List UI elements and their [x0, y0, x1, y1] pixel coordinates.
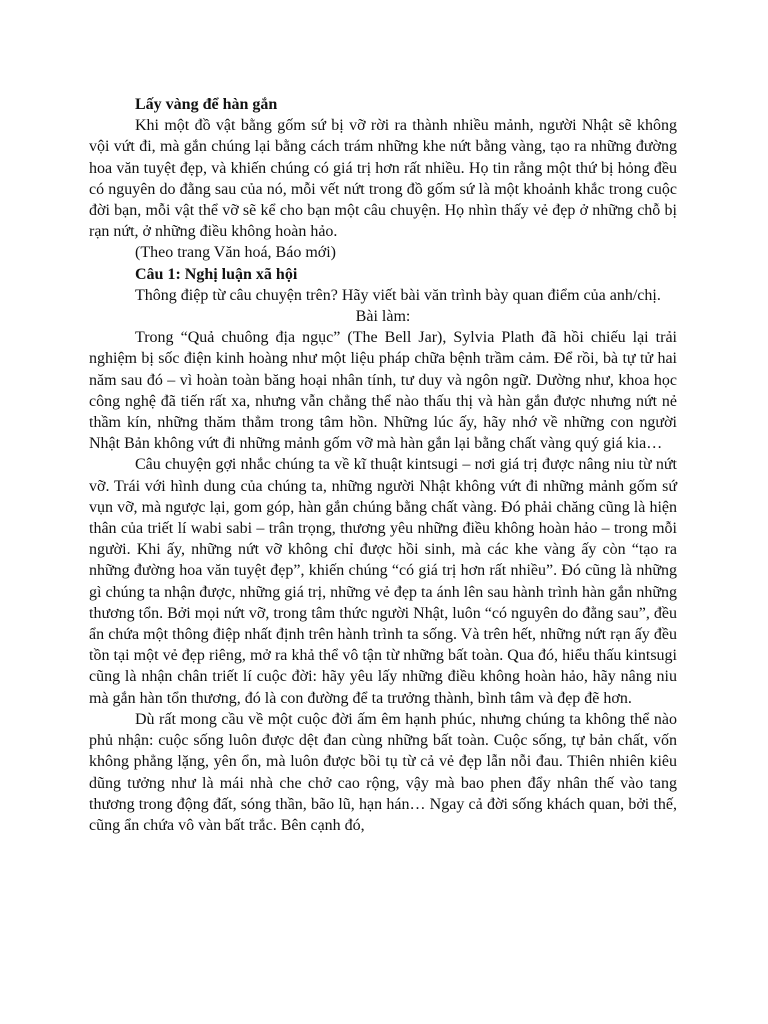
document-title: Lấy vàng để hàn gắn: [135, 96, 278, 113]
answer-heading: Bài làm:: [355, 308, 411, 326]
essay-paragraph-1: Trong “Quả chuông địa ngục” (The Bell Jar), Sylvia Plath đã hồi chiếu lại trải nghiệm bị sốc điện kinh hoàng như một liệu pháp chữa bệnh trầm cảm. Để rồi, bà tự tử hai năm sau đó – vì hoàn toàn băng hoại nhân tính, tư duy và ngôn ngữ. Dường như, khoa học công nghệ đã tiến rất xa, nhưng vẫn chẳng thể nào thấu thị và hàn gắn được nhưng nứt nẻ thầm kín, những thăm thẳm trong tâm hồn. Những lúc ấy, hãy nhớ về những con người Nhật Bản không vứt đi những mảnh gốm vỡ mà hàn gắn lại bằng chất vàng quý giá kia…: [89, 329, 677, 453]
document-page: [89, 94, 677, 836]
question-title: Câu 1: Nghị luận xã hội: [135, 265, 298, 283]
story-source: (Theo trang Văn hoá, Báo mới): [135, 244, 336, 262]
essay-paragraph-2: Câu chuyện gợi nhắc chúng ta về kĩ thuật kintsugi – nơi giá trị được nâng niu từ nứt vỡ. Trái với hình dung của chúng ta, những người Nhật không vứt đi những mảnh gốm sứ vụn vỡ, mà ngược lại, gom góp, hàn gắn chúng bằng chất vàng. Đó phải chăng cũng là hiện thân của triết lí wabi sabi – trân trọng, thương yêu những điều không hoàn hảo – trong mỗi người. Khi ấy, những nứt vỡ không chỉ được hồi sinh, mà các khe vàng ấy còn “tạo ra những đường hoa văn tuyệt đẹp”, khiến chúng “có giá trị hơn rất nhiều”. Đó cũng là những gì chúng ta nhận được, những giá trị, những vẻ đẹp ta ánh lên sau hành trình hàn gắn những thương tổn. Bởi mọi nứt vỡ, trong tâm thức người Nhật, luôn “có nguyên do đằng sau”, đều ẩn chứa một thông điệp nhất định trên hành trình ta sống. Và trên hết, những nứt rạn ấy đều tồn tại một vẻ đẹp riêng, mở ra khả thể vô tận từ những bất toàn. Qua đó, hiểu thấu kintsugi cũng là nhận chân triết lí cuộc đời: hãy yêu lấy những điều không hoàn hảo, hãy nâng niu mà gắn hàn tổn thương, đó là con đường để ta trưởng thành, bình tâm và đẹp đẽ hơn.: [89, 456, 677, 707]
story-paragraph: Khi một đồ vật bằng gốm sứ bị vỡ rời ra thành nhiều mảnh, người Nhật sẽ không vội vứt đi, mà gắn chúng lại bằng cách trám những khe nứt bằng vàng, tạo ra những đường hoa văn tuyệt đẹp, và khiến chúng có giá trị hơn rất nhiều. Họ tin rằng một thứ bị hỏng đều có nguyên do đằng sau của nó, mỗi vết nứt trong đồ gốm sứ là một khoảnh khắc trong cuộc đời bạn, mỗi vật thể vỡ sẽ kể cho bạn một câu chuyện. Họ nhìn thấy vẻ đẹp ở những chỗ bị rạn nứt, ở những điều không hoàn hảo.: [89, 117, 677, 241]
question-text: Thông điệp từ câu chuyện trên? Hãy viết bài văn trình bày quan điểm của anh/chị.: [135, 286, 661, 304]
essay-paragraph-3: Dù rất mong cầu về một cuộc đời ấm êm hạnh phúc, nhưng chúng ta không thể nào phủ nhận: cuộc sống luôn được dệt đan cùng những bất toàn. Cuộc sống, tự bản chất, vốn không phẳng lặng, yên ổn, mà luôn được bồi tụ từ cả vẻ đẹp lẫn nỗi đau. Thiên nhiên kiêu dũng tưởng như là mái nhà che chở cao rộng, vậy mà bao phen đẩy nhân thế vào tang thương trong động đất, sóng thần, bão lũ, hạn hán… Ngay cả đời sống khách quan, bởi thế, cũng ẩn chứa vô vàn bất trắc. Bên cạnh đó,: [89, 710, 677, 834]
